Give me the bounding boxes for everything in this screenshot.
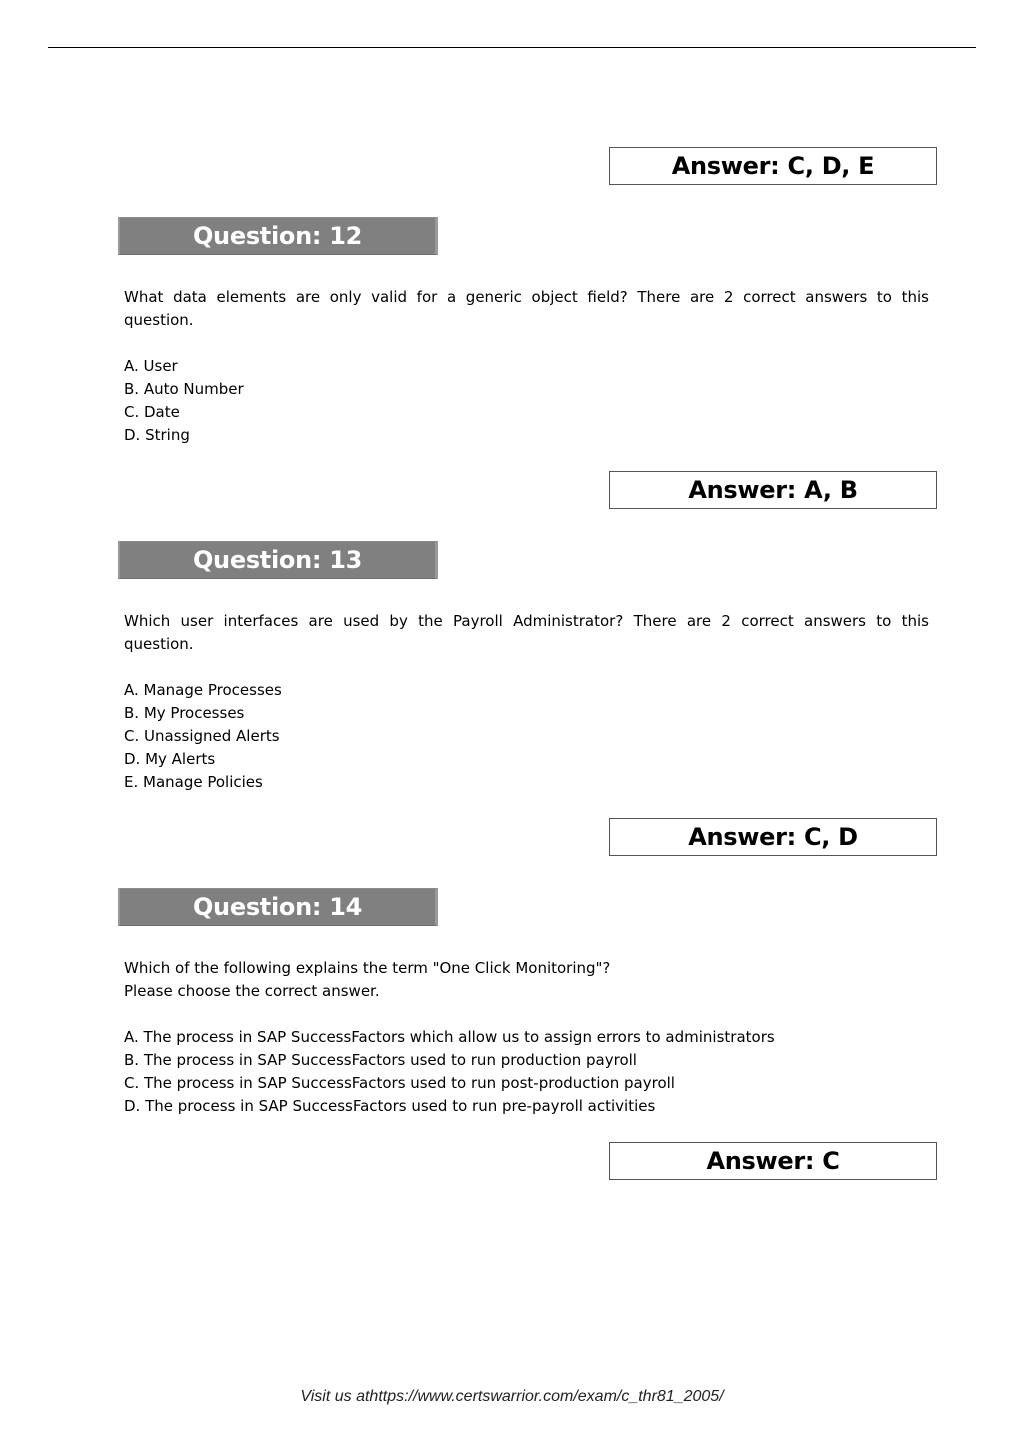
question-text-line: question. [124, 311, 194, 329]
option-item: A. Manage Processes [124, 681, 282, 699]
question-text [124, 286, 929, 332]
question-text-line: Please choose the correct answer. [124, 982, 380, 1000]
option-item: A. The process in SAP SuccessFactors which allow us to assign errors to administrators [124, 1028, 775, 1046]
question-body-12 [124, 286, 929, 447]
option-item: C. Unassigned Alerts [124, 727, 280, 745]
footer-text: Visit us athttps://www.certswarrior.com/exam/c_thr81_2005/ [300, 1388, 724, 1405]
answer-text: Answer: C, D [688, 823, 858, 851]
option-item: E. Manage Policies [124, 773, 263, 791]
question-title: Question: 13 [192, 546, 363, 574]
option-item: D. My Alerts [124, 750, 216, 768]
option-item: B. My Processes [124, 704, 245, 722]
answer-text: Answer: C [706, 1147, 840, 1175]
answer-text: Answer: A, B [688, 476, 858, 504]
options-list [124, 1026, 929, 1118]
option-item: C. Date [124, 403, 180, 421]
question-text [124, 610, 929, 656]
question-text-line: What data elements are only valid for a generic object field? There are 2 correct answers to this [124, 288, 929, 306]
question-body-13 [124, 610, 929, 794]
option-item: D. String [124, 426, 190, 444]
footer-link-text [0, 1388, 1024, 1406]
question-header-12 [118, 217, 438, 255]
question-header-13 [118, 541, 438, 579]
option-item: B. Auto Number [124, 380, 244, 398]
question-title: Question: 14 [192, 893, 363, 921]
question-title: Question: 12 [192, 222, 363, 250]
question-text-line: question. [124, 635, 194, 653]
answer-box-q13 [609, 818, 937, 856]
answer-box-q11 [609, 147, 937, 185]
answer-box-q14 [609, 1142, 937, 1180]
question-body-14 [124, 957, 929, 1118]
question-text [124, 957, 929, 1003]
options-list [124, 355, 929, 447]
option-item: C. The process in SAP SuccessFactors used to run post-production payroll [124, 1074, 675, 1092]
question-header-14 [118, 888, 438, 926]
option-item: D. The process in SAP SuccessFactors used to run pre-payroll activities [124, 1097, 656, 1115]
option-item: A. User [124, 357, 178, 375]
answer-text: Answer: C, D, E [671, 152, 875, 180]
question-text-line: Which user interfaces are used by the Payroll Administrator? There are 2 correct answers to this [124, 612, 929, 630]
top-rule [48, 47, 976, 48]
question-text-line: Which of the following explains the term "One Click Monitoring"? [124, 959, 611, 977]
options-list [124, 679, 929, 794]
option-item: B. The process in SAP SuccessFactors used to run production payroll [124, 1051, 637, 1069]
answer-box-q12 [609, 471, 937, 509]
